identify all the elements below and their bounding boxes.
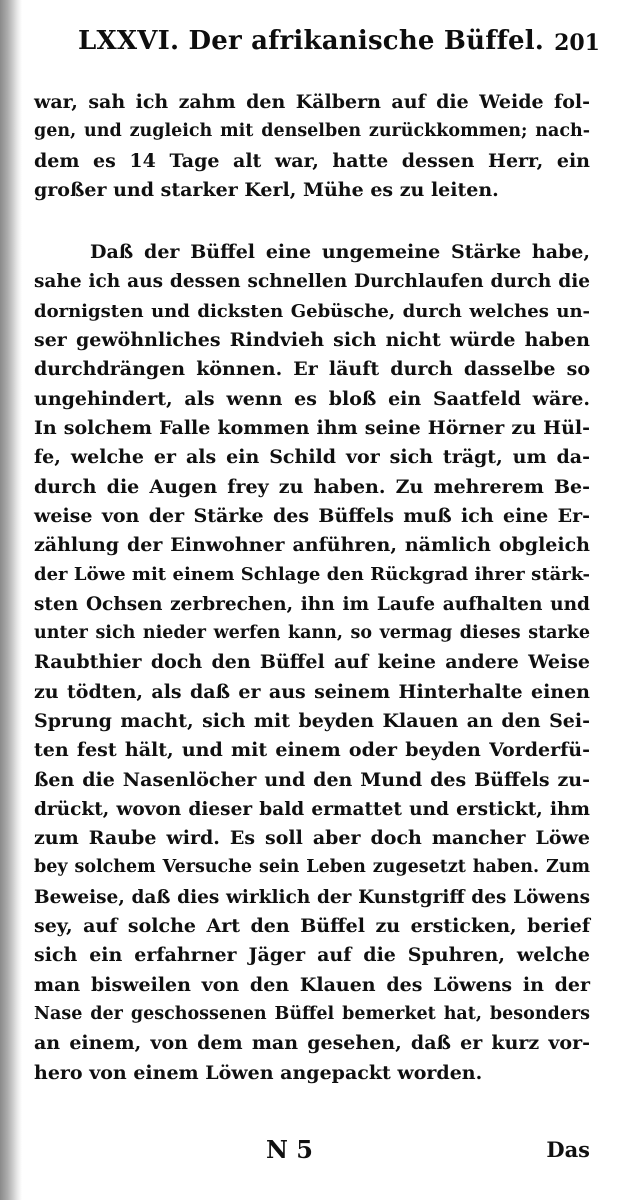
paragraph-2 bbox=[34, 238, 590, 1088]
text-line: der Löwe mit einem Schlage den Rückgrad ihrer stärk- bbox=[34, 564, 590, 586]
text-line: In solchem Falle kommen ihm seine Hörner zu Hül- bbox=[34, 416, 590, 439]
page-footer bbox=[34, 1133, 590, 1173]
text-line: dem es 14 Tage alt war, hatte dessen Herr, ein bbox=[34, 149, 590, 172]
text-line: sich ein erfahrner Jäger auf die Spuhren, welche bbox=[34, 944, 590, 967]
text-line: durch die Augen frey zu haben. Zu mehrerem Be- bbox=[34, 475, 590, 498]
text-line: Nase der geschossenen Büffel bemerket hat, besonders bbox=[34, 1003, 590, 1024]
text-line: Beweise, daß dies wirklich der Kunstgriff des Löwens bbox=[34, 886, 590, 908]
text-line: Daß der Büffel eine ungemeine Stärke habe, bbox=[90, 241, 590, 264]
text-line: großer und starker Kerl, Mühe es zu leiten. bbox=[34, 178, 499, 201]
text-line: ungehindert, als wenn es bloß ein Saatfeld wäre. bbox=[34, 387, 590, 410]
text-line: fe, welche er als ein Schild vor sich trägt, um da- bbox=[34, 446, 590, 469]
body-text bbox=[34, 88, 590, 1088]
signature-mark: N 5 bbox=[266, 1135, 313, 1164]
text-line: weise von der Stärke des Büffels muß ich eine Er- bbox=[34, 504, 590, 527]
text-line: zu tödten, als daß er aus seinem Hinterhalte einen bbox=[34, 680, 590, 703]
text-line: ßen die Nasenlöcher und den Mund des Büffels zu- bbox=[34, 768, 590, 791]
text-line: sten Ochsen zerbrechen, ihn im Laufe aufhalten und bbox=[34, 593, 590, 615]
text-line: sahe ich aus dessen schnellen Durchlaufen durch die bbox=[34, 271, 590, 293]
page-header bbox=[78, 22, 600, 62]
text-line: zählung der Einwohner anführen, nämlich obgleich bbox=[34, 534, 590, 557]
text-line: man bisweilen von den Klauen des Löwens in der bbox=[34, 973, 590, 996]
catchword: Das bbox=[546, 1137, 590, 1162]
text-line: sey, auf solche Art den Büffel zu ersticken, berief bbox=[34, 915, 590, 938]
running-title: LXXVI. Der afrikanische Büffel. bbox=[78, 26, 545, 56]
text-line: ten fest hält, und mit einem oder beyden Vorderfü- bbox=[34, 739, 590, 762]
text-line: ser gewöhnliches Rindvieh sich nicht würde haben bbox=[34, 329, 590, 352]
text-line: unter sich nieder werfen kann, so vermag dieses starke bbox=[34, 623, 590, 644]
text-line: zum Raube wird. Es soll aber doch mancher Löwe bbox=[34, 827, 590, 850]
binding-gutter-shadow bbox=[0, 0, 22, 1200]
paragraph-1 bbox=[34, 88, 590, 205]
text-line: hero von einem Löwen angepackt worden. bbox=[34, 1061, 483, 1084]
text-line: Sprung macht, sich mit beyden Klauen an den Sei- bbox=[34, 709, 590, 732]
paragraph-gap bbox=[34, 205, 590, 238]
text-line: drückt, wovon dieser bald ermattet und erstickt, ihm bbox=[34, 798, 590, 820]
text-line: gen, und zugleich mit denselben zurückkommen; nach- bbox=[34, 121, 590, 142]
text-line: war, sah ich zahm den Kälbern auf die Weide fol- bbox=[34, 91, 590, 113]
text-line: Raubthier doch den Büffel auf keine andere Weise bbox=[34, 651, 590, 674]
text-line: bey solchem Versuche sein Leben zugesetzt haben. Zum bbox=[34, 857, 590, 878]
text-line: durchdrängen können. Er läuft durch dasselbe so bbox=[34, 358, 590, 381]
page-number: 201 bbox=[554, 30, 600, 56]
text-line: dornigsten und dicksten Gebüsche, durch welches un- bbox=[34, 300, 590, 322]
text-line: an einem, von dem man gesehen, daß er kurz vor- bbox=[34, 1032, 590, 1055]
